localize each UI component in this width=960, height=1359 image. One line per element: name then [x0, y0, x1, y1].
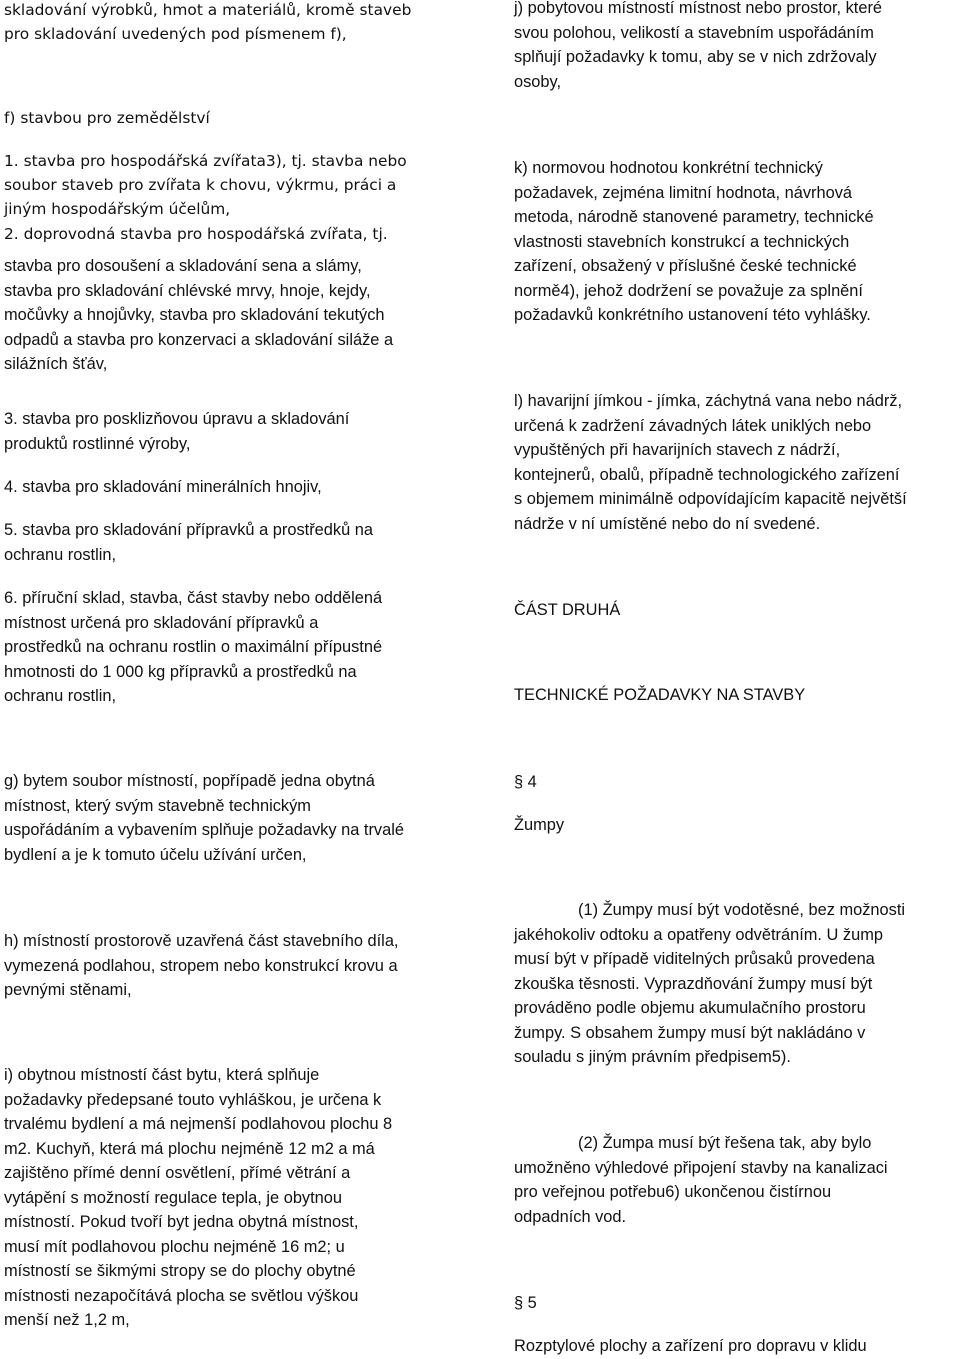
item-f1: 1. stavba pro hospodářská zvířata3), tj. stavba nebo soubor staveb pro zvířata k chovu, výkrmu, práci a jiným hospodářským účelům,	[4, 152, 407, 218]
item-f3: 3. stavba pro posklizňovou úpravu a skladování produktů rostlinné výroby,	[4, 410, 350, 453]
paragraph-5-title: Rozptylové plochy a zařízení pro dopravu v klidu	[514, 1337, 867, 1355]
item-f5: 5. stavba pro skladování přípravků a prostředků na ochranu rostlin,	[4, 521, 373, 564]
paragraph-4-clause-1: (1) Žumpy musí být vodotěsné, bez možnosti jakéhokoliv odtoku a opatřeny odvětráním. U žump musí být v případě viditelných průsaků provedena zkouška těsnosti. Vyprazdňování žumpy musí být prováděno podle objemu akumulačního prostoru žumpy. S obsahem žumpy musí být nakládáno v souladu s jiným právním předpisem5).	[514, 901, 906, 1066]
paragraph-4-number: § 4	[514, 773, 537, 791]
item-f4: 4. stavba pro skladování minerálních hnojiv,	[4, 478, 322, 496]
paragraph-4-title: Žumpy	[514, 816, 565, 834]
definition-h: h) místností prostorově uzavřená část stavebního díla, vymezená podlahou, stropem nebo konstrukcí krovu a pevnými stěnami,	[4, 932, 399, 999]
definition-l: l) havarijní jímkou - jímka, záchytná vana nebo nádrž, určená k zadržení závadných látek uniklých nebo vypuštěných při havarijních stavech z nádrží, kontejnerů, obalů, případně technologického zařízení s objemem minimálně odpovídajícím kapacitě největší nádrže v ní umístěné nebo do ní svedené.	[514, 392, 907, 533]
paragraph-4-clause-2: (2) Žumpa musí být řešena tak, aby bylo umožněno výhledové připojení stavby na kanalizaci pro veřejnou potřebu6) ukončenou čistírnou odpadních vod.	[514, 1134, 888, 1226]
item-f2-head: 2. doprovodná stavba pro hospodářská zvířata, tj.	[4, 225, 388, 243]
part-subtitle: TECHNICKÉ POŽADAVKY NA STAVBY	[514, 686, 806, 704]
definition-g: g) bytem soubor místností, popřípadě jedna obytná místnost, který svým stavebně technickým uspořádáním a vybavením splňuje požadavky na trvalé bydlení a je k tomuto účelu užívání určen,	[4, 772, 404, 864]
item-f-title: f) stavbou pro zemědělství	[4, 109, 210, 127]
definition-k: k) normovou hodnotou konkrétní technický požadavek, zejména limitní hodnota, návrhová metoda, národně stanovené parametry, technické vlastnosti stavebních konstrukcí a technických zařízení, obsažený v příslušné české technické normě4), jehož dodržení se považuje za splnění požadavků konkrétního ustanovení této vyhlášky.	[514, 159, 874, 324]
part-title: ČÁST DRUHÁ	[514, 601, 621, 619]
item-f2-body: stavba pro dosoušení a skladování sena a slámy, stavba pro skladování chlévské mrvy, hnoje, kejdy, močůvky a hnojůvky, stavba pro skladování tekutých odpadů a stavba pro konzervaci a skladování siláže a silážních šťáv,	[4, 257, 394, 373]
item-f6: 6. příruční sklad, stavba, část stavby nebo oddělená místnost určená pro skladování přípravků a prostředků na ochranu rostlin o maximální přípustné hmotnosti do 1 000 kg přípravků a prostředků na ochranu rostlin,	[4, 589, 383, 705]
text-skladovani-continued: skladování výrobků, hmot a materiálů, kromě staveb pro skladování uvedených pod písmenem f),	[4, 1, 412, 43]
paragraph-5-number: § 5	[514, 1294, 537, 1312]
definition-j: j) pobytovou místností místnost nebo prostor, které svou polohou, velikostí a stavebním uspořádáním splňují požadavky k tomu, aby se v nich zdržovaly osoby,	[514, 0, 883, 91]
definition-i: i) obytnou místností část bytu, která splňuje požadavky předepsané touto vyhláškou, je určena k trvalému bydlení a má nejmenší podlahovou plochu 8 m2. Kuchyň, která má plochu nejméně 12 m2 a má zajištěno přímé denní osvětlení, přímé větrání a vytápění s možností regulace tepla, je obytnou místností. Pokud tvoří byt jedna obytná místnost, musí mít podlahovou plochu nejméně 16 m2; u místností se šikmými stropy se do plochy obytné místnosti nezapočítává plocha se světlou výškou menší než 1,2 m,	[4, 1066, 393, 1329]
